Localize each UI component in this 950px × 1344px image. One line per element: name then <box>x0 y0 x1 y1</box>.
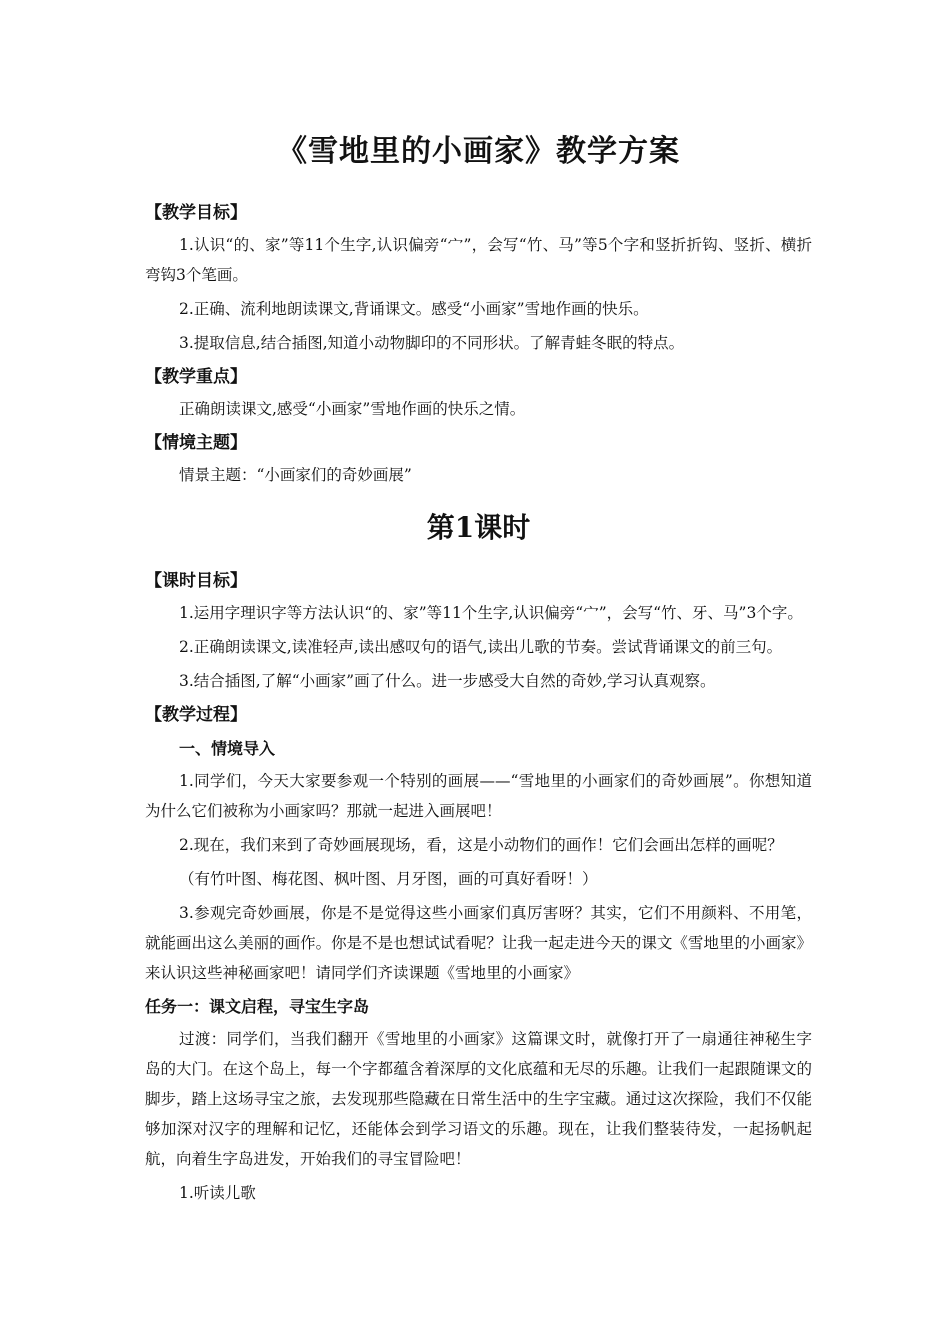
section-heading-key-points: 【教学重点】 <box>145 367 247 387</box>
lesson-goal-item: 3.结合插图,了解“小画家”画了什么。进一步感受大自然的奇妙,学习认真观察。 <box>179 672 716 690</box>
section-heading-lesson-goals: 【课时目标】 <box>145 571 247 591</box>
step-paragraph: （有竹叶图、梅花图、枫叶图、月牙图，画的可真好看呀！） <box>179 870 598 888</box>
step-heading-intro: 一、情境导入 <box>179 739 276 758</box>
theme-text: 情景主题：“小画家们的奇妙画展” <box>179 466 412 484</box>
section-heading-goals: 【教学目标】 <box>145 203 247 223</box>
task-paragraph: 1.听读儿歌 <box>179 1184 256 1202</box>
task-paragraph: 过渡：同学们，当我们翻开《雪地里的小画家》这篇课文时，就像打开了一扇通往神秘生字岛的大门。在这个岛上，每一个字都蕴含着深厚的文化底蕴和无尽的乐趣。让我们一起跟随课文的脚步，踏上这场寻宝之旅，去发现那些隐藏在日常生活中的生字宝藏。通过这次探险，我们不仅能够加深对汉字的理解和记忆，还能体会到学习语文的乐趣。现在，让我们整装待发，一起扬帆起航，向着生字岛进发，开始我们的寻宝冒险吧！ <box>145 1030 812 1168</box>
step-paragraph: 2.现在，我们来到了奇妙画展现场，看，这是小动物们的画作！它们会画出怎样的画呢？ <box>179 836 783 854</box>
section-heading-process: 【教学过程】 <box>145 705 247 725</box>
section-heading-theme: 【情境主题】 <box>145 433 247 453</box>
lesson-title: 第1课时 <box>426 511 531 544</box>
goal-item: 2.正确、流利地朗读课文,背诵课文。感受“小画家”雪地作画的快乐。 <box>179 300 649 318</box>
step-paragraph: 1.同学们，今天大家要参观一个特别的画展——“雪地里的小画家们的奇妙画展”。你想知道为什么它们被称为小画家吗？那就一起进入画展吧！ <box>145 772 812 820</box>
goal-item: 3.提取信息,结合插图,知道小动物脚印的不同形状。了解青蛙冬眠的特点。 <box>179 334 685 352</box>
task-heading: 任务一：课文启程，寻宝生字岛 <box>145 997 370 1016</box>
step-paragraph: 3.参观完奇妙画展，你是不是觉得这些小画家们真厉害呀？其实，它们不用颜料、不用笔，就能画出这么美丽的画作。你是不是也想试试看呢？让我一起走进今天的课文《雪地里的小画家》来认识这些神秘画家吧！请同学们齐读课题《雪地里的小画家》 <box>145 904 812 982</box>
document-title: 《雪地里的小画家》教学方案 <box>277 134 680 169</box>
goal-item: 1.认识“的、家”等11个生字,认识偏旁“宀”，会写“竹、马”等5个字和竖折折钩、竖折、横折弯钩3个笔画。 <box>145 236 812 284</box>
lesson-goal-item: 2.正确朗读课文,读准轻声,读出感叹句的语气,读出儿歌的节奏。尝试背诵课文的前三句。 <box>179 638 783 656</box>
lesson-goal-item: 1.运用字理识字等方法认识“的、家”等11个生字,认识偏旁“宀”，会写“竹、牙、马”3个字。 <box>179 604 803 622</box>
key-point-text: 正确朗读课文,感受“小画家”雪地作画的快乐之情。 <box>179 400 526 418</box>
